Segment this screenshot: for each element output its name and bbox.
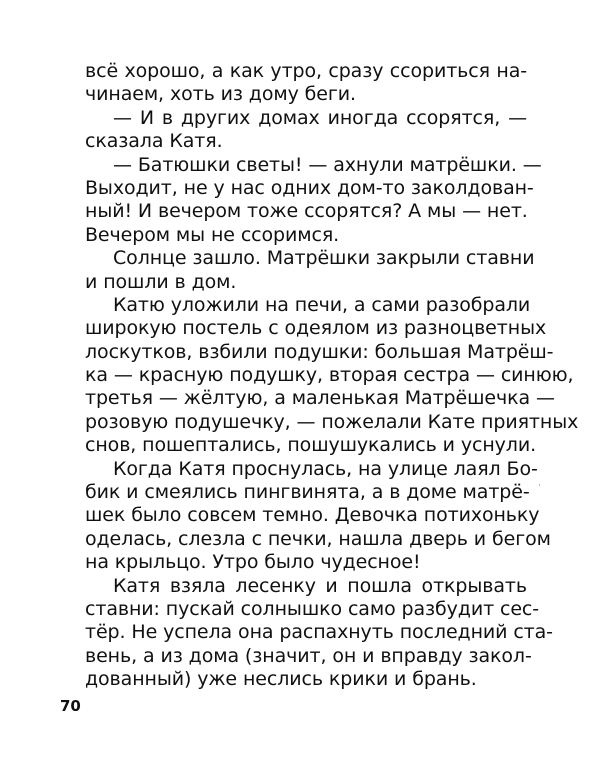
text-line: чинаем, хоть из дому беги. [85,83,356,106]
text-line: дованный) уже неслись крики и брань. [85,668,477,691]
text-line: Солнце зашло. Матрёшки закрыли ставни [113,247,535,270]
paragraph-4 [85,247,535,294]
text-line: бик и смеялись пингвинята, а в доме матрё- [85,481,530,504]
text-line: и пошли в дом. [85,270,237,293]
text-line: ставни: пускай солнышко само разбудит сес- [85,597,540,620]
text-line: всё хорошо, а как утро, сразу ссориться на- [85,60,527,82]
text-line: вень, а из дома (значит, он и вправду закол- [85,644,532,667]
text-line: тёр. Не успела она распахнуть последний ста- [85,621,553,644]
text-line: шек было совсем темно. Девочка потихоньку [85,504,540,527]
text-line: на крыльцо. Утро было чудесное! [85,551,421,574]
text-line: Катя взяла лесенку и пошла открывать [113,574,527,597]
text-line: оделась, слезла с печки, нашла дверь и бегом [85,527,551,550]
text-line: сказала Катя. [85,130,223,153]
text-line: — Батюшки светы! — ахнули матрёшки. — [113,153,542,176]
text-line: Когда Катя проснулась, на улице лаял Бо- [113,457,538,480]
text-line: Вечером мы не ссоримся. [85,223,340,246]
paragraph-3 [85,153,542,248]
paragraph-1 [85,60,527,107]
paragraph-2 [85,107,527,154]
paragraph-5 [85,293,579,458]
text-line: третья — жёлтую, а маленькая Матрёшечка — [85,387,555,410]
text-line: Катю уложили на печи, а сами разобрали [113,293,531,316]
scan-mark: ˙ [537,484,542,495]
text-line: розовую подушечку, — пожелали Кате приятных [85,410,579,433]
text-line: широкую постель с одеялом из разноцветных [85,317,547,340]
text-line: — И в других домах иногда ссорятся, — [113,106,527,129]
text-line: снов, пошептались, пошушукались и уснули. [85,434,537,457]
page-number: 70 [60,697,81,715]
paragraph-6 [85,457,551,575]
paragraph-7 [85,574,553,692]
text-line: ка — красную подушку, вторая сестра — синюю, [85,364,574,387]
text-line: лоскутков, взбили подушки: большая Матрёш- [85,340,554,363]
text-line: ный! И вечером тоже ссорятся? А мы — нет. [85,200,528,223]
text-line: Выходит, не у нас одних дом-то заколдован- [85,176,534,199]
page-text [85,60,579,692]
